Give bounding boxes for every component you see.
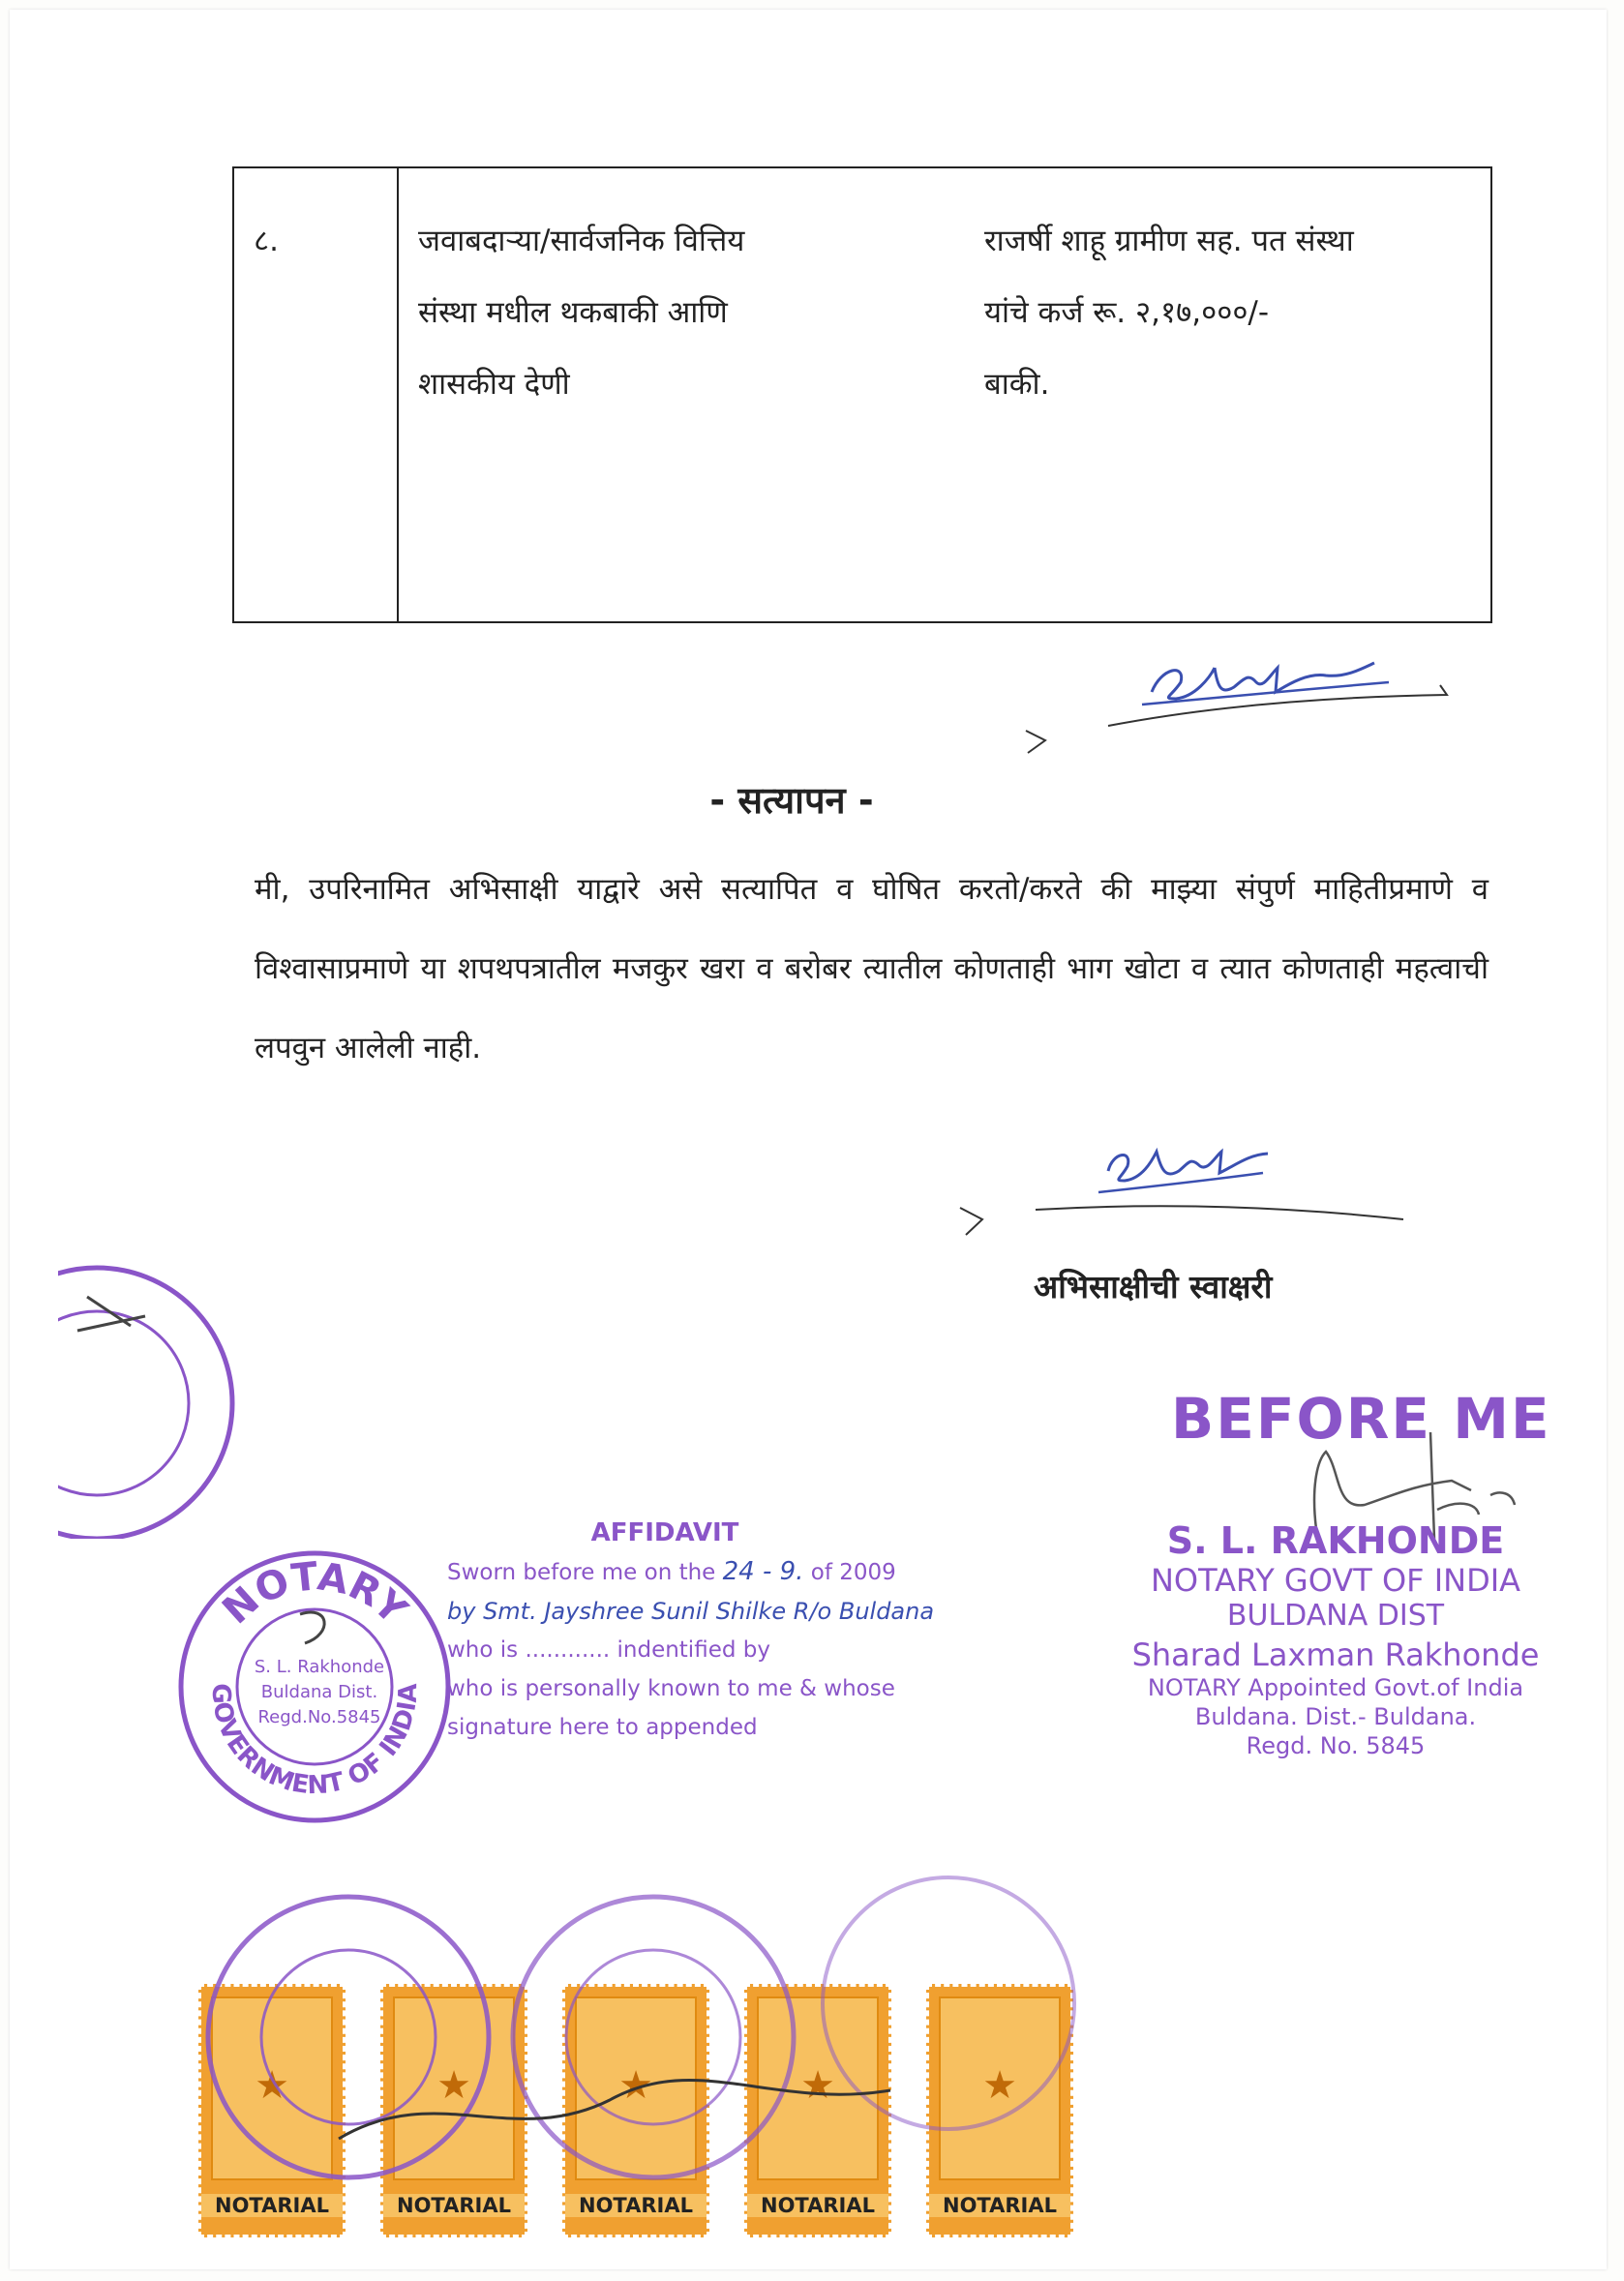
liabilities-table: [232, 166, 1492, 623]
notary-address: Buldana. Dist.- Buldana.: [1194, 1703, 1477, 1730]
description-line: संस्था मधील थकबाकी आणि: [418, 295, 728, 330]
notary-registration: Regd. No. 5845: [1246, 1732, 1426, 1759]
notary-name: S. L. RAKHONDE: [1166, 1519, 1505, 1562]
row-number: ८.: [254, 224, 279, 258]
value-line: राजर्षी शाहू ग्रामीण सह. पत संस्था: [984, 224, 1354, 258]
affidavit-title: AFFIDAVIT: [590, 1518, 739, 1547]
seal-bottom-text: GOVERNMENT OF INDIA: [205, 1683, 424, 1801]
emblem-icon: ★: [982, 2063, 1017, 2109]
notary-full-name: Sharad Laxman Rakhonde: [1131, 1636, 1540, 1673]
notarial-stamp: ★ NOTARIAL: [198, 1984, 346, 2237]
notarial-stamp: ★ NOTARIAL: [744, 1984, 891, 2237]
partial-notary-seal: [58, 1258, 252, 1539]
before-me-stamp: BEFORE ME: [1171, 1386, 1551, 1452]
emblem-icon: ★: [800, 2063, 835, 2109]
row-value: [984, 205, 1468, 420]
affidavit-line: who is personally known to me & whose: [447, 1676, 895, 1701]
seal-top-text: NOTARY: [214, 1554, 415, 1634]
description-line: जवाबदाऱ्या/सार्वजनिक वित्तिय: [418, 224, 745, 258]
value-line: बाकी.: [984, 367, 1050, 402]
notary-district: BULDANA DIST: [1226, 1599, 1445, 1633]
signature-caption: अभिसाक्षीची स्वाक्षरी: [1034, 1268, 1273, 1306]
value-line: यांचे कर्ज रू. २,१७,०००/-: [984, 295, 1270, 330]
emblem-icon: ★: [436, 2063, 471, 2109]
notary-stamp: [1113, 1519, 1558, 1760]
affidavit-line: Sworn before me on the 24 - 9. of 2009: [447, 1557, 896, 1586]
notarial-stamp: ★ NOTARIAL: [926, 1984, 1073, 2237]
affidavit-line: who is ............ indentified by: [447, 1637, 770, 1663]
verification-paragraph: मी, उपरिनामित अभिसाक्षी याद्वारे असे सत्यापित व घोषित करतो/करते की माझ्या संपुर्ण माहितीप्रमाणे व विश्वासाप्रमाणे या शपथपत्रातील मजकुर खरा व बरोबर त्यातील कोणताही भाग खोटा व त्यात कोणताही महत्वाची लपवुन आलेली नाही.: [255, 872, 1489, 1065]
affidavit-stamp: [447, 1514, 999, 1747]
seal-center-line: S. L. Rakhonde: [254, 1657, 385, 1677]
emblem-icon: ★: [618, 2063, 653, 2109]
deponent-signature-2: [948, 1123, 1413, 1248]
deponent-signature-1: [1016, 639, 1461, 765]
notarial-stamp: ★ NOTARIAL: [380, 1984, 527, 2237]
seal-center-line: Regd.No.5845: [257, 1707, 381, 1727]
affidavit-line: by Smt. Jayshree Sunil Shilke R/o Buldana: [447, 1598, 935, 1625]
column-divider: [397, 168, 399, 621]
affidavit-line: signature here to appended: [447, 1715, 758, 1740]
emblem-icon: ★: [255, 2063, 289, 2109]
stamp-overlay-seals: [194, 1858, 1123, 2265]
notary-round-seal: [174, 1546, 455, 1827]
seal-center-line: Buldana Dist.: [260, 1682, 378, 1702]
description-line: शासकीय देणी: [418, 367, 570, 402]
verification-heading: - सत्यापन -: [709, 779, 874, 822]
svg-text:NOTARY: [214, 1554, 415, 1634]
notary-govt: NOTARY GOVT OF INDIA: [1150, 1562, 1521, 1599]
notarial-stamp: ★ NOTARIAL: [562, 1984, 709, 2237]
row-description: [418, 205, 960, 420]
notary-appointed: NOTARY Appointed Govt.of India: [1147, 1674, 1524, 1701]
